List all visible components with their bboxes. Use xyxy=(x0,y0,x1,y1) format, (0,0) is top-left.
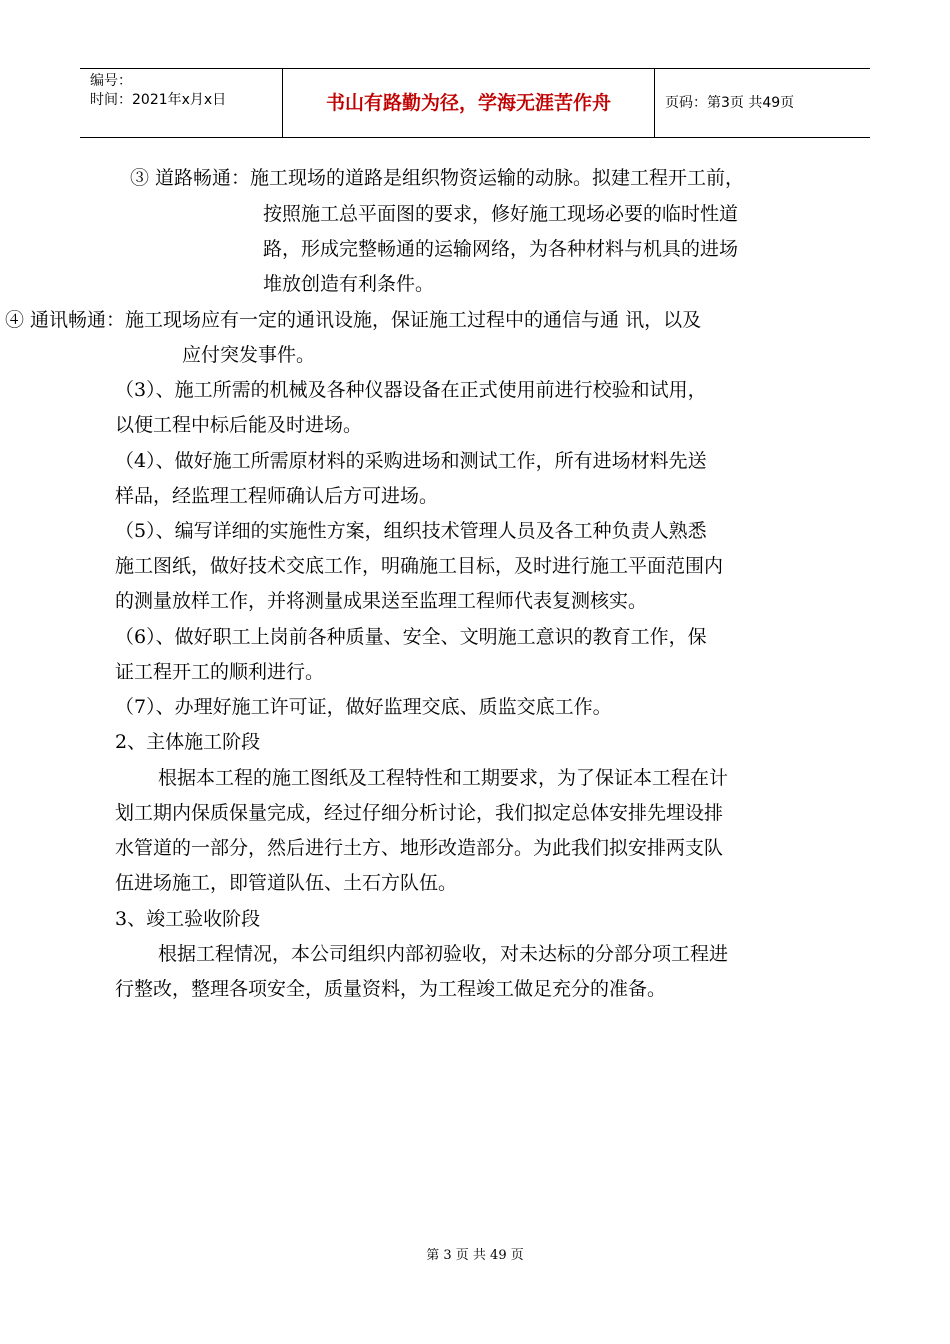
header-motto: 书山有路勤为径，学海无涯苦作舟 xyxy=(283,69,655,137)
body-line: 应付突发事件。 xyxy=(182,344,316,366)
body-line: （3）、施工所需的机械及各种仪器设备在正式使用前进行校验和试用， xyxy=(115,379,707,401)
header-table xyxy=(80,68,870,138)
body-line: 证工程开工的顺利进行。 xyxy=(115,661,325,683)
page-footer: 第 3 页 共 49 页 xyxy=(426,1248,524,1263)
body-line: 路，形成完整畅通的运输网络，为各种材料与机具的进场 xyxy=(263,238,739,260)
body-line: 样品，经监理工程师确认后方可进场。 xyxy=(115,485,439,507)
body-line: 施工图纸，做好技术交底工作，明确施工目标，及时进行施工平面范围内 xyxy=(115,555,724,577)
body-line: ③ 道路畅通：施工现场的道路是组织物资运输的动脉。拟建工程开工前， xyxy=(130,167,745,189)
body-line: 的测量放样工作，并将测量成果送至监理工程师代表复测核实。 xyxy=(115,590,648,612)
body-line: ④ 通讯畅通：施工现场应有一定的通讯设施，保证施工过程中的通信与通 讯，以及 xyxy=(5,309,702,331)
body-line: （6）、做好职工上岗前各种质量、安全、文明施工意识的教育工作，保 xyxy=(115,626,707,648)
doc-number-label: 编号： xyxy=(90,73,132,89)
body-line: 根据本工程的施工图纸及工程特性和工期要求，为了保证本工程在计 xyxy=(158,767,729,789)
body-line: 水管道的一部分，然后进行土方、地形改造部分。为此我们拟安排两支队 xyxy=(115,837,724,859)
body-line: 根据工程情况，本公司组织内部初验收，对未达标的分部分项工程进 xyxy=(158,943,729,965)
body-line: 以便工程中标后能及时进场。 xyxy=(115,414,363,436)
body-line: 堆放创造有利条件。 xyxy=(263,273,435,295)
body-line: 行整改，整理各项安全，质量资料，为工程竣工做足充分的准备。 xyxy=(115,978,667,1000)
body-line: 伍进场施工，即管道队伍、土石方队伍。 xyxy=(115,872,458,894)
body-line: 按照施工总平面图的要求，修好施工现场必要的临时性道 xyxy=(263,203,739,225)
header-page-label: 页码：第3页 共49页 xyxy=(665,95,795,111)
body-line: （5）、编写详细的实施性方案，组织技术管理人员及各工种负责人熟悉 xyxy=(115,520,707,542)
body-line: 划工期内保质保量完成，经过仔细分析讨论，我们拟定总体安排先埋设排 xyxy=(115,802,724,824)
section-heading: 3、竣工验收阶段 xyxy=(115,908,261,930)
doc-time-label: 时间：2021年x月x日 xyxy=(90,92,227,108)
body-line: （4）、做好施工所需原材料的采购进场和测试工作，所有进场材料先送 xyxy=(115,450,707,472)
section-heading: 2、主体施工阶段 xyxy=(115,731,261,753)
header-meta-cell xyxy=(80,69,283,137)
body-line: （7）、办理好施工许可证，做好监理交底、质监交底工作。 xyxy=(115,696,612,718)
